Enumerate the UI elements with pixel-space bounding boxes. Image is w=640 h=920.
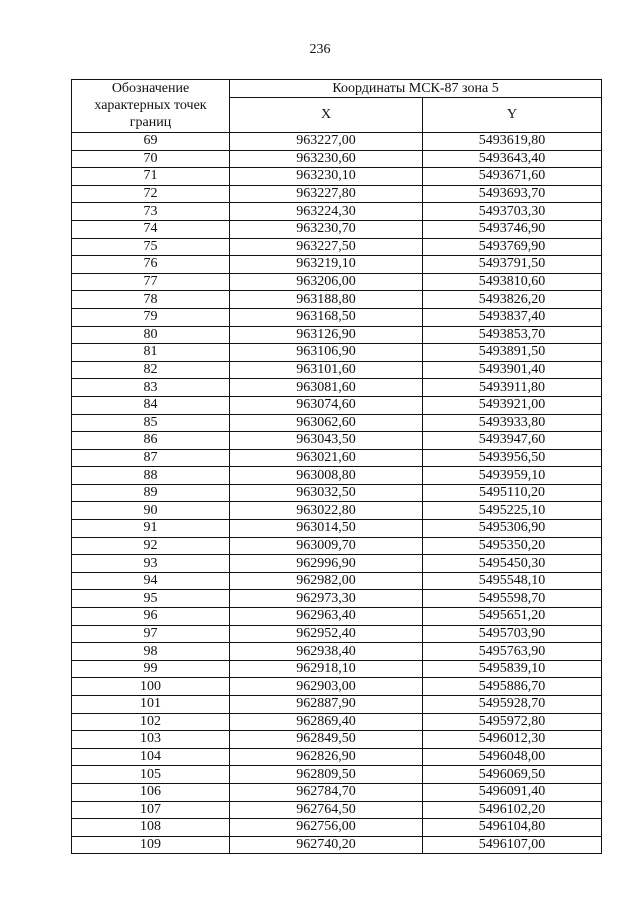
y-coordinate-cell: 5495598,70 xyxy=(423,590,602,608)
table-row xyxy=(72,572,602,590)
y-coordinate-cell: 5495225,10 xyxy=(423,502,602,520)
table-row xyxy=(72,555,602,573)
table-row xyxy=(72,678,602,696)
table-row xyxy=(72,168,602,186)
y-coordinate-cell: 5495306,90 xyxy=(423,520,602,538)
table-row xyxy=(72,291,602,309)
y-coordinate-cell: 5493956,50 xyxy=(423,449,602,467)
y-coordinate-cell: 5493933,80 xyxy=(423,414,602,432)
x-coordinate-cell: 962996,90 xyxy=(230,555,423,573)
header-label-line-2: характерных точек xyxy=(94,98,207,113)
point-id-cell: 89 xyxy=(72,484,230,502)
y-coordinate-cell: 5496048,00 xyxy=(423,748,602,766)
y-coordinate-cell: 5495763,90 xyxy=(423,643,602,661)
y-coordinate-cell: 5493853,70 xyxy=(423,326,602,344)
point-id-cell: 69 xyxy=(72,133,230,151)
y-coordinate-cell: 5493826,20 xyxy=(423,291,602,309)
y-coordinate-cell: 5495703,90 xyxy=(423,625,602,643)
y-coordinate-cell: 5493693,70 xyxy=(423,185,602,203)
x-coordinate-cell: 963008,80 xyxy=(230,467,423,485)
y-coordinate-cell: 5495450,30 xyxy=(423,555,602,573)
x-coordinate-cell: 962887,90 xyxy=(230,696,423,714)
y-coordinate-cell: 5495972,80 xyxy=(423,713,602,731)
x-coordinate-cell: 963227,00 xyxy=(230,133,423,151)
table-row xyxy=(72,185,602,203)
y-coordinate-cell: 5496107,00 xyxy=(423,836,602,854)
y-coordinate-cell: 5493911,80 xyxy=(423,379,602,397)
x-coordinate-cell: 962982,00 xyxy=(230,572,423,590)
table-row xyxy=(72,713,602,731)
table-row xyxy=(72,326,602,344)
x-coordinate-cell: 962963,40 xyxy=(230,608,423,626)
point-id-cell: 82 xyxy=(72,361,230,379)
table-row xyxy=(72,150,602,168)
x-coordinate-cell: 962938,40 xyxy=(230,643,423,661)
x-coordinate-cell: 962952,40 xyxy=(230,625,423,643)
x-coordinate-cell: 963032,50 xyxy=(230,484,423,502)
y-coordinate-cell: 5493947,60 xyxy=(423,432,602,450)
point-id-cell: 109 xyxy=(72,836,230,854)
point-id-cell: 71 xyxy=(72,168,230,186)
point-id-cell: 99 xyxy=(72,660,230,678)
table-row xyxy=(72,396,602,414)
table-row xyxy=(72,203,602,221)
point-id-cell: 102 xyxy=(72,713,230,731)
coordinates-table xyxy=(71,79,602,854)
point-id-cell: 105 xyxy=(72,766,230,784)
x-coordinate-cell: 962918,10 xyxy=(230,660,423,678)
y-coordinate-cell: 5495651,20 xyxy=(423,608,602,626)
y-coordinate-cell: 5493959,10 xyxy=(423,467,602,485)
table-row xyxy=(72,379,602,397)
table-row xyxy=(72,361,602,379)
y-coordinate-cell: 5495110,20 xyxy=(423,484,602,502)
header-label-line-3: границ xyxy=(129,115,172,130)
y-coordinate-cell: 5495548,10 xyxy=(423,572,602,590)
point-id-cell: 86 xyxy=(72,432,230,450)
point-id-cell: 87 xyxy=(72,449,230,467)
x-coordinate-cell: 963188,80 xyxy=(230,291,423,309)
y-coordinate-cell: 5496012,30 xyxy=(423,731,602,749)
table-row xyxy=(72,414,602,432)
y-coordinate-cell: 5493901,40 xyxy=(423,361,602,379)
point-id-cell: 79 xyxy=(72,308,230,326)
point-id-cell: 84 xyxy=(72,396,230,414)
x-coordinate-cell: 963230,70 xyxy=(230,220,423,238)
x-coordinate-cell: 963021,60 xyxy=(230,449,423,467)
point-id-cell: 73 xyxy=(72,203,230,221)
point-id-cell: 97 xyxy=(72,625,230,643)
y-coordinate-cell: 5493921,00 xyxy=(423,396,602,414)
y-coordinate-cell: 5496104,80 xyxy=(423,819,602,837)
x-coordinate-cell: 962849,50 xyxy=(230,731,423,749)
x-coordinate-cell: 963101,60 xyxy=(230,361,423,379)
table-row xyxy=(72,696,602,714)
point-id-cell: 103 xyxy=(72,731,230,749)
point-id-cell: 81 xyxy=(72,344,230,362)
table-row xyxy=(72,766,602,784)
point-id-cell: 80 xyxy=(72,326,230,344)
point-id-cell: 93 xyxy=(72,555,230,573)
y-coordinate-cell: 5493671,60 xyxy=(423,168,602,186)
x-coordinate-cell: 963219,10 xyxy=(230,256,423,274)
y-coordinate-cell: 5495839,10 xyxy=(423,660,602,678)
page-number: 236 xyxy=(309,42,331,57)
table-row xyxy=(72,484,602,502)
y-coordinate-cell: 5496069,50 xyxy=(423,766,602,784)
table-row xyxy=(72,308,602,326)
x-coordinate-cell: 963106,90 xyxy=(230,344,423,362)
point-id-cell: 95 xyxy=(72,590,230,608)
x-coordinate-cell: 962903,00 xyxy=(230,678,423,696)
point-id-cell: 108 xyxy=(72,819,230,837)
table-row xyxy=(72,502,602,520)
point-id-cell: 90 xyxy=(72,502,230,520)
header-y: Y xyxy=(423,98,602,133)
header-point-designation xyxy=(72,80,230,133)
point-id-cell: 70 xyxy=(72,150,230,168)
x-coordinate-cell: 963168,50 xyxy=(230,308,423,326)
y-coordinate-cell: 5493769,90 xyxy=(423,238,602,256)
x-coordinate-cell: 963009,70 xyxy=(230,537,423,555)
point-id-cell: 101 xyxy=(72,696,230,714)
point-id-cell: 104 xyxy=(72,748,230,766)
y-coordinate-cell: 5493746,90 xyxy=(423,220,602,238)
x-coordinate-cell: 962764,50 xyxy=(230,801,423,819)
x-coordinate-cell: 963022,80 xyxy=(230,502,423,520)
y-coordinate-cell: 5493619,80 xyxy=(423,133,602,151)
table-row xyxy=(72,660,602,678)
y-coordinate-cell: 5496091,40 xyxy=(423,783,602,801)
x-coordinate-cell: 963081,60 xyxy=(230,379,423,397)
point-id-cell: 100 xyxy=(72,678,230,696)
x-coordinate-cell: 962809,50 xyxy=(230,766,423,784)
header-x: X xyxy=(230,98,423,133)
x-coordinate-cell: 962784,70 xyxy=(230,783,423,801)
table-row xyxy=(72,537,602,555)
point-id-cell: 92 xyxy=(72,537,230,555)
table-row xyxy=(72,432,602,450)
y-coordinate-cell: 5493891,50 xyxy=(423,344,602,362)
table-row xyxy=(72,608,602,626)
point-id-cell: 88 xyxy=(72,467,230,485)
table-row xyxy=(72,801,602,819)
x-coordinate-cell: 963043,50 xyxy=(230,432,423,450)
x-coordinate-cell: 962826,90 xyxy=(230,748,423,766)
y-coordinate-cell: 5495928,70 xyxy=(423,696,602,714)
table-row xyxy=(72,731,602,749)
table-body xyxy=(72,133,602,854)
y-coordinate-cell: 5495350,20 xyxy=(423,537,602,555)
x-coordinate-cell: 962740,20 xyxy=(230,836,423,854)
y-coordinate-cell: 5493791,50 xyxy=(423,256,602,274)
x-coordinate-cell: 963014,50 xyxy=(230,520,423,538)
table-row xyxy=(72,273,602,291)
x-coordinate-cell: 962869,40 xyxy=(230,713,423,731)
point-id-cell: 106 xyxy=(72,783,230,801)
point-id-cell: 96 xyxy=(72,608,230,626)
table-row xyxy=(72,819,602,837)
point-id-cell: 77 xyxy=(72,273,230,291)
header-label-line-1: Обозначение xyxy=(111,81,190,96)
table-row xyxy=(72,520,602,538)
y-coordinate-cell: 5493837,40 xyxy=(423,308,602,326)
point-id-cell: 76 xyxy=(72,256,230,274)
x-coordinate-cell: 962756,00 xyxy=(230,819,423,837)
point-id-cell: 94 xyxy=(72,572,230,590)
point-id-cell: 98 xyxy=(72,643,230,661)
x-coordinate-cell: 963230,10 xyxy=(230,168,423,186)
y-coordinate-cell: 5495886,70 xyxy=(423,678,602,696)
table-row xyxy=(72,449,602,467)
table-row xyxy=(72,836,602,854)
x-coordinate-cell: 963062,60 xyxy=(230,414,423,432)
table-row xyxy=(72,625,602,643)
x-coordinate-cell: 963126,90 xyxy=(230,326,423,344)
table-row xyxy=(72,344,602,362)
y-coordinate-cell: 5493810,60 xyxy=(423,273,602,291)
x-coordinate-cell: 963230,60 xyxy=(230,150,423,168)
point-id-cell: 72 xyxy=(72,185,230,203)
y-coordinate-cell: 5493703,30 xyxy=(423,203,602,221)
table-row xyxy=(72,256,602,274)
point-id-cell: 75 xyxy=(72,238,230,256)
table-header xyxy=(72,80,602,133)
table-row xyxy=(72,467,602,485)
table-row xyxy=(72,748,602,766)
table-row xyxy=(72,238,602,256)
x-coordinate-cell: 963074,60 xyxy=(230,396,423,414)
table-row xyxy=(72,783,602,801)
point-id-cell: 91 xyxy=(72,520,230,538)
x-coordinate-cell: 963227,80 xyxy=(230,185,423,203)
x-coordinate-cell: 963227,50 xyxy=(230,238,423,256)
table-row xyxy=(72,643,602,661)
point-id-cell: 83 xyxy=(72,379,230,397)
x-coordinate-cell: 962973,30 xyxy=(230,590,423,608)
y-coordinate-cell: 5493643,40 xyxy=(423,150,602,168)
point-id-cell: 74 xyxy=(72,220,230,238)
y-coordinate-cell: 5496102,20 xyxy=(423,801,602,819)
point-id-cell: 78 xyxy=(72,291,230,309)
table-row xyxy=(72,220,602,238)
point-id-cell: 107 xyxy=(72,801,230,819)
table-row xyxy=(72,133,602,151)
x-coordinate-cell: 963206,00 xyxy=(230,273,423,291)
table-row xyxy=(72,590,602,608)
header-coordinates-group: Координаты МСК-87 зона 5 xyxy=(230,80,602,98)
x-coordinate-cell: 963224,30 xyxy=(230,203,423,221)
point-id-cell: 85 xyxy=(72,414,230,432)
